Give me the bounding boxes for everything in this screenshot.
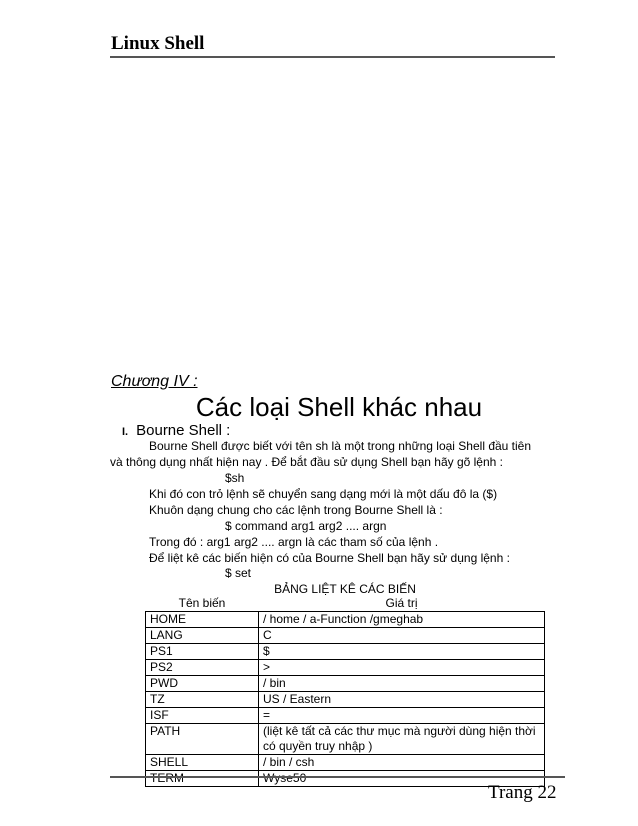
variable-value: / bin [259,676,545,692]
variable-value: / home / a-Function /gmeghab [259,612,545,628]
variable-value: Wyse50 [259,771,545,787]
table-header-row [146,596,545,612]
section-number: I. [122,426,129,438]
table-row [146,724,545,755]
table-caption: BẢNG LIỆT KÊ CÁC BIẾN [274,582,416,596]
variable-name: LANG [146,628,259,644]
variable-name: PWD [146,676,259,692]
variable-name: PATH [146,724,259,755]
table-row [146,755,545,771]
table-row [146,692,545,708]
header-divider [110,56,555,58]
variables-table [145,582,545,787]
table-row [146,644,545,660]
column-header-name: Tên biến [146,596,259,612]
table-row [146,612,545,628]
variable-value: $ [259,644,545,660]
variable-name: PS1 [146,644,259,660]
variable-name: TERM [146,771,259,787]
variable-value: (liệt kê tất cả các thư mục mà người dùng hiện thời có quyền truy nhập ) [259,724,545,755]
variable-value: C [259,628,545,644]
table-row [146,660,545,676]
variable-value: = [259,708,545,724]
variable-name: SHELL [146,755,259,771]
variable-value: / bin / csh [259,755,545,771]
variable-name: HOME [146,612,259,628]
paragraph-line: Để liệt kê các biến hiện có của Bourne Shell bạn hãy sử dụng lệnh : [149,551,510,565]
paragraph-line: Khuôn dạng chung cho các lệnh trong Bourne Shell là : [149,503,443,517]
page-header-title: Linux Shell [111,33,205,54]
variable-value: > [259,660,545,676]
page-number: Trang 22 [488,782,557,803]
paragraph-line: và thông dụng nhất hiện nay . Để bắt đầu sử dụng Shell bạn hãy gõ lệnh : [110,455,503,469]
variable-name: TZ [146,692,259,708]
section-heading [122,422,230,439]
paragraph-line: Trong đó : arg1 arg2 .... argn là các tham số của lệnh . [149,535,439,549]
table-row [146,676,545,692]
command-example: $ command arg1 arg2 .... argn [225,519,387,533]
chapter-label: Chương IV : [111,373,198,390]
command-example: $ set [225,566,252,580]
paragraph-line: Bourne Shell được biết với tên sh là một trong những loại Shell đầu tiên [149,439,532,453]
column-header-value: Giá trị [259,596,545,612]
table-row [146,628,545,644]
table-row [146,771,545,787]
table-caption-row [146,582,545,596]
variable-name: PS2 [146,660,259,676]
chapter-title: Các loại Shell khác nhau [195,392,483,422]
variable-name: ISF [146,708,259,724]
paragraph-line: Khi đó con trỏ lệnh sẽ chuyển sang dạng mới là một dấu đô la ($) [149,487,498,501]
command-example: $sh [225,471,245,485]
footer-divider [110,776,565,778]
variable-value: US / Eastern [259,692,545,708]
table-row [146,708,545,724]
section-title: Bourne Shell : [136,422,231,439]
